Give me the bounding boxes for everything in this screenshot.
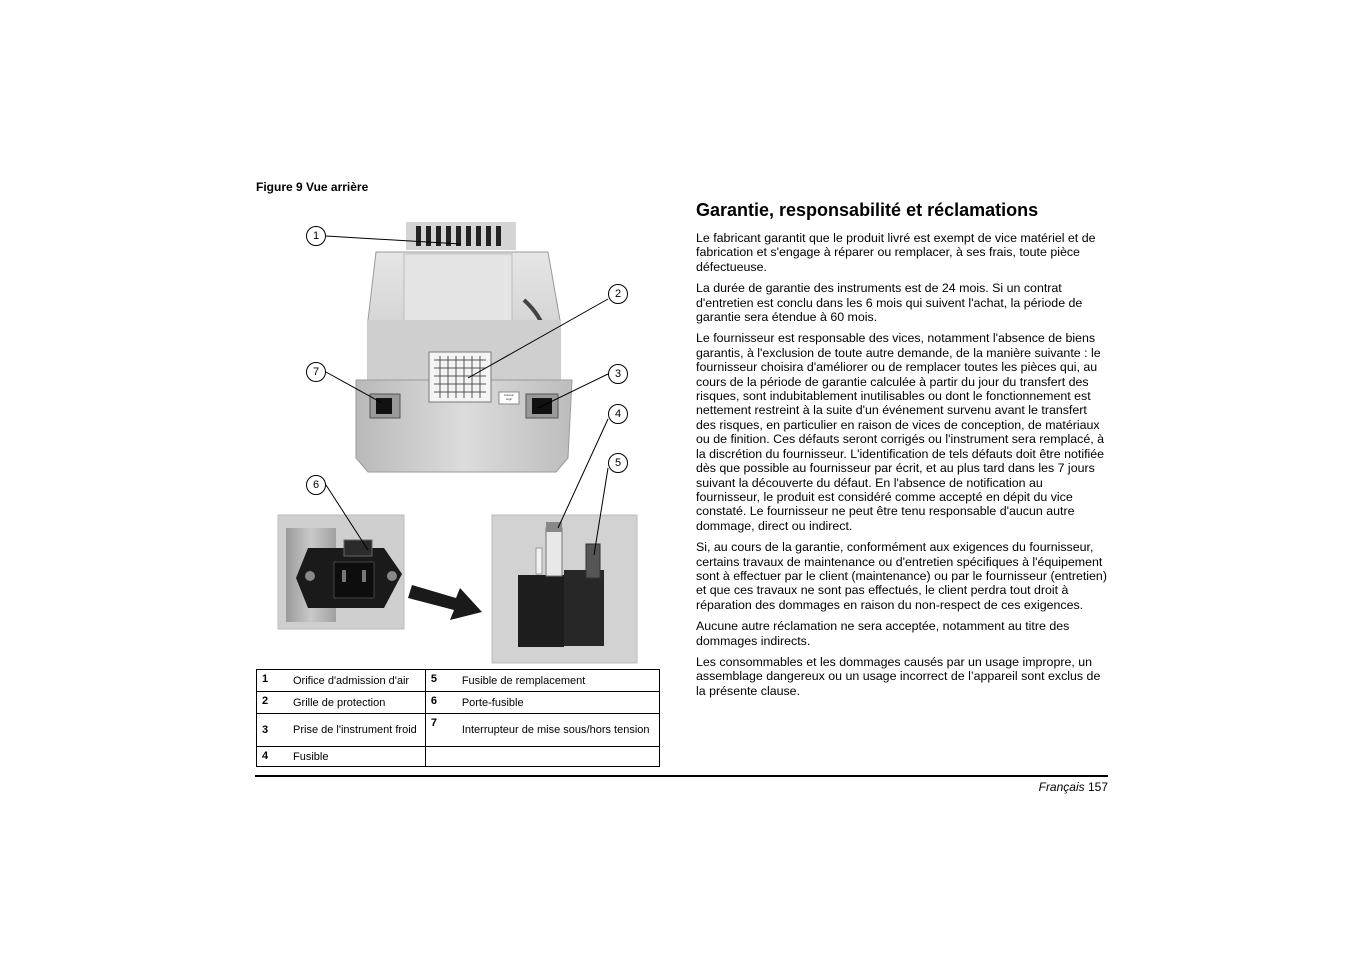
legend-label: Fusible — [285, 747, 425, 767]
legend-row — [257, 747, 660, 767]
callout-3: 3 — [608, 364, 628, 384]
legend-label: Fusible de remplacement — [454, 670, 660, 692]
legend-label: Grille de protection — [285, 692, 425, 714]
warranty-section — [696, 198, 1108, 705]
legend-number: 3 — [257, 714, 286, 747]
legend-number: 1 — [257, 670, 286, 692]
figure-legend-table — [256, 669, 660, 767]
paragraph: Le fournisseur est responsable des vices, notamment l'absence de biens garantis, à l'exclusion de toute autre demande, de la manière suivante : le fournisseur choisira d'améliorer ou de remplacer toutes les pièces qui, au cours de la période de garantie calculée à partir du jour du transfert des risques, sont indubitablement inutilisables ou dont le fonctionnement est nettement restreint à la suite d'un événement survenu avant le transfert des risques, en particulier en raison de vices de conception, de matériaux ou de finition. Ces défauts seront corrigés ou l'instrument sera remplacé, à la discrétion du fournisseur. L'identification de tels défauts doit être notifiée dès que possible au fournisseur par écrit, et au plus tard dans les 7 jours suivant la découverte du défaut. En l'absence de notification au fournisseur, le produit est considéré comme accepté en dépit du vice constaté. Le fournisseur ne peut être tenu responsable d'aucun autre dommage, direct ou indirect. — [696, 331, 1105, 533]
fuse-holder-photo — [492, 515, 637, 663]
paragraph: Aucune autre réclamation ne sera acceptée, notamment au titre des dommages indirects. — [696, 619, 1070, 648]
footer-rule — [255, 775, 1108, 777]
paragraph: La durée de garantie des instruments est de 24 mois. Si un contrat d'entretien est conclu dans les 6 mois qui suivent l'achat, la période de garantie sera étendue à 60 mois. — [696, 281, 1083, 325]
legend-number — [425, 747, 454, 767]
legend-row — [257, 692, 660, 714]
arrow-icon — [408, 585, 482, 620]
section-title: Garantie, responsabilité et réclamations — [696, 200, 1039, 220]
callout-6: 6 — [306, 475, 326, 495]
legend-row — [257, 714, 660, 747]
legend-number: 5 — [425, 670, 454, 692]
caution-sticker-text: Caution High — [503, 393, 515, 401]
paragraph: Si, au cours de la garantie, conformément aux exigences du fournisseur, certains travaux de maintenance ou d'entretien spécifiques à l'équipement sont à effectuer par le client (maintenance) ou par le fournisseur (entretien) et que ces travaux ne sont pas effectués, le client perdra tout droit à réparation des dommages en raison du non-respect de ces exigences. — [696, 540, 1107, 612]
callout-5: 5 — [608, 453, 628, 473]
legend-label: Orifice d'admission d'air — [285, 670, 425, 692]
legend-number: 2 — [257, 692, 286, 714]
socket-closeup-photo — [278, 515, 404, 629]
rear-view-figure — [256, 210, 660, 666]
legend-label: Porte-fusible — [454, 692, 660, 714]
footer-language: Français — [1038, 780, 1085, 794]
legend-label: Interrupteur de mise sous/hors tension — [454, 714, 660, 747]
rear-view-illustration — [256, 210, 660, 666]
page-number: 157 — [1087, 780, 1108, 794]
paragraph: Les consommables et les dommages causés par un usage impropre, un assemblage dangereux ou un usage incorrect de l’appareil sont exclus de la présente clause. — [696, 654, 1101, 698]
callout-7: 7 — [306, 362, 326, 382]
callout-4: 4 — [608, 404, 628, 424]
callout-2: 2 — [608, 284, 628, 304]
legend-label — [454, 747, 660, 767]
legend-number: 6 — [425, 692, 454, 714]
callout-1: 1 — [306, 226, 326, 246]
legend-row — [257, 670, 660, 692]
page-footer — [1039, 780, 1108, 794]
legend-label: Prise de l'instrument froid — [285, 714, 425, 747]
instrument-body — [356, 222, 572, 472]
legend-number: 7 — [425, 714, 454, 747]
figure-caption: Figure 9 Vue arrière — [256, 180, 369, 194]
paragraph: Le fabricant garantit que le produit livré est exempt de vice matériel et de fabrication et s'engage à réparer ou remplacer, à ses frais, toute pièce défectueuse. — [696, 231, 1096, 274]
legend-number: 4 — [257, 747, 286, 767]
